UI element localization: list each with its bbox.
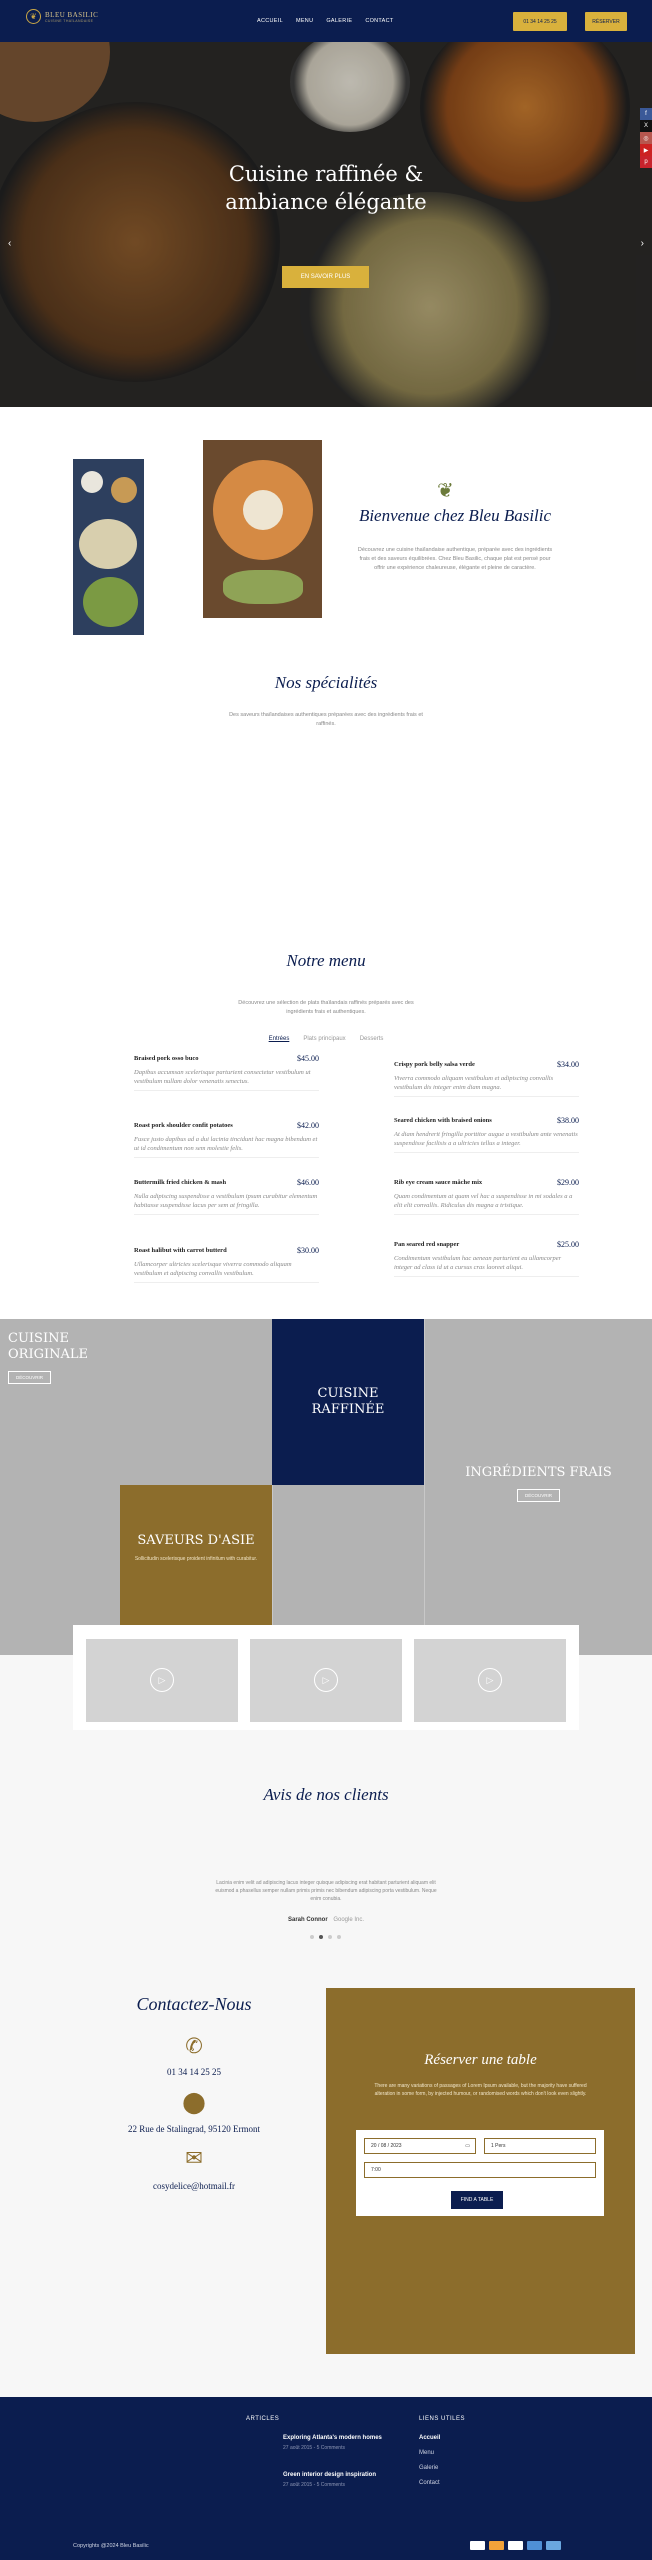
welcome-text: Découvrez une cuisine thaïlandaise authentique, préparée avec des ingrédients frais et des saveurs équilibrées. Chez Bleu Basilic, chaque plat est pensé pour offrir une expérience chaleureuse, élégante et pleine de caractère.	[357, 547, 553, 571]
envelope-icon: ✉	[185, 2147, 203, 2170]
play-icon[interactable]: ▷	[150, 1668, 174, 1692]
mastercard-icon	[489, 2541, 504, 2550]
menu-item-desc: At diam hendrerit fringilla porttitor augue a vestibulum ante venenatis suspendisse facilisis a a ultricies tellus a integer.	[394, 1130, 579, 1153]
review-source: Google Inc.	[333, 1917, 365, 1923]
play-icon[interactable]: ▷	[478, 1668, 502, 1692]
play-icon[interactable]: ▷	[314, 1668, 338, 1692]
contact-section	[0, 1970, 652, 2365]
reservation-panel	[326, 1988, 635, 2354]
menu-item-desc: Fusce justo dapibus ad a dui lacinia tincidunt hac magna bibendum et ut id condimentum non sem molestie felis.	[134, 1135, 319, 1158]
menu-item-name: Roast halibut with carrot butterd	[134, 1247, 227, 1254]
footer-links	[419, 2435, 440, 2486]
menu-item-desc: Dapibus accumsan scelerisque parturient consectetur vestibulum ut vestibulum nullam dolor venenatis senectus.	[134, 1068, 319, 1091]
brand-name: BLEU BASILIC	[45, 10, 99, 19]
phone-button[interactable]: 01 34 14 25 25	[513, 12, 567, 31]
menu-tabs	[0, 1036, 652, 1042]
footer-links-title: LIENS UTILES	[419, 2416, 466, 2422]
contact-phone[interactable]: 01 34 14 25 25	[167, 2067, 221, 2077]
review-author: Sarah Connor	[287, 1917, 328, 1923]
menu-item-desc: Ullamcorper ultricies scelerisque viverra commodo aliquam vestibulum et adipiscing convallis vestibulum.	[134, 1260, 319, 1283]
people-select[interactable]: 1 Pers	[484, 2138, 596, 2154]
discover-button[interactable]: DÉCOUVRIR	[8, 1371, 51, 1384]
gallery-tile-title: INGRÉDIENTS FRAIS	[465, 1465, 612, 1480]
pagination-dot[interactable]	[328, 1935, 332, 1939]
menu-item[interactable]	[134, 1179, 319, 1215]
tab-plats-principaux[interactable]: Plats principaux	[303, 1036, 346, 1042]
thai-dishes-photo	[73, 459, 144, 635]
article-meta: 27 août 2015 - 5 Comments	[283, 2482, 345, 2488]
reviews-section	[0, 1745, 652, 1970]
instagram-icon[interactable]: ◎	[640, 132, 652, 144]
tab-desserts[interactable]: Desserts	[359, 1036, 384, 1042]
menu-item-price: $42.00	[297, 1121, 319, 1130]
video-thumbnail[interactable]	[86, 1639, 238, 1722]
nav-item-galerie[interactable]: GALERIE	[326, 18, 353, 24]
date-input[interactable]: 20 / 08 / 2023 ▭	[364, 2138, 476, 2154]
brand-logo[interactable]	[26, 9, 98, 24]
amex-icon	[527, 2541, 542, 2550]
nav-item-accueil[interactable]: ACCUEIL	[257, 18, 283, 24]
video-strip	[73, 1625, 579, 1730]
reservation-form	[356, 2130, 604, 2216]
menu-item[interactable]	[394, 1117, 579, 1153]
paypal-icon	[508, 2541, 523, 2550]
gallery-tile-title: CUISINE ORIGINALE	[8, 1331, 88, 1362]
find-table-button[interactable]: FIND A TABLE	[451, 2191, 503, 2209]
reserve-button[interactable]: RÉSERVER	[585, 12, 627, 31]
menu-title: Notre menu	[286, 951, 366, 970]
slider-prev-arrow-icon[interactable]: ‹	[8, 238, 12, 249]
location-pin-icon: ⬤	[182, 2091, 206, 2114]
nav-item-contact[interactable]: CONTACT	[365, 18, 394, 24]
gallery-tile-saveurs-asie[interactable]	[120, 1485, 272, 1625]
pagination-dot-active[interactable]	[319, 1935, 323, 1939]
calendar-icon: ▭	[465, 2143, 470, 2149]
pagination-dot[interactable]	[310, 1935, 314, 1939]
site-footer	[0, 2397, 652, 2560]
welcome-section	[0, 407, 652, 647]
slider-next-arrow-icon[interactable]: ›	[640, 238, 644, 249]
menu-item-name: Seared chicken with braised onions	[394, 1117, 492, 1124]
menu-item[interactable]	[394, 1179, 579, 1215]
specialties-text: Des saveurs thaïlandaises authentiques préparées avec des ingrédients frais et raffinés.	[229, 712, 423, 727]
welcome-title: Bienvenue chez Bleu Basilic	[358, 506, 552, 525]
menu-item[interactable]	[134, 1247, 319, 1283]
article-title[interactable]: Exploring Atlanta's modern homes	[283, 2435, 382, 2441]
menu-item[interactable]	[394, 1061, 579, 1097]
reservation-text: There are many variations of passages of Lorem Ipsum available, but the majority have suffered alteration in some form, by injected humour, or randomised words which don't look even slightly.	[374, 2083, 587, 2097]
menu-item-name: Crispy pork belly salsa verde	[394, 1061, 475, 1068]
menu-item-desc: Viverra commodo aliquam vestibulum et adipiscing convallis vestibulum dis integer enim diam magna.	[394, 1074, 579, 1097]
article-meta: 27 août 2015 - 5 Comments	[283, 2445, 345, 2451]
gallery-tile-ingredients-frais[interactable]	[424, 1319, 652, 1655]
main-nav	[257, 18, 394, 24]
facebook-icon[interactable]: f	[640, 108, 652, 120]
gallery-tile-cuisine-raffinee[interactable]	[272, 1319, 424, 1485]
menu-section	[0, 877, 652, 1319]
phone-icon: ✆	[185, 2035, 203, 2058]
spring-rolls-photo	[203, 440, 322, 618]
footer-articles-title: ARTICLES	[246, 2416, 280, 2422]
footer-link-accueil[interactable]: Accueil	[419, 2435, 441, 2441]
gallery-section	[0, 1319, 652, 1655]
specialties-section	[0, 647, 652, 877]
footer-article[interactable]	[283, 2435, 382, 2451]
hero-slider	[0, 42, 652, 407]
copyright: Copyrights @2024 Bleu Basilic	[73, 2543, 149, 2549]
tab-entrees[interactable]: Entrées	[268, 1036, 290, 1042]
reviews-title: Avis de nos clients	[263, 1785, 389, 1804]
menu-item-name: Braised pork osso buco	[134, 1055, 199, 1062]
youtube-icon[interactable]: ▶	[640, 144, 652, 156]
discover-button[interactable]: DÉCOUVRIR	[517, 1489, 560, 1502]
menu-item-desc: Quam condimentum at quam vel hac a suspendisse in mi sodales a a elit elit convallis. Ridiculus dis magna a tristique.	[394, 1192, 579, 1215]
footer-link-menu[interactable]: Menu	[419, 2450, 435, 2456]
menu-text: Découvrez une sélection de plats thaïlandais raffinés préparés avec des ingrédients frais et authentiques.	[238, 1000, 414, 1015]
menu-item-name: Rib eye cream sauce mâche mix	[394, 1179, 483, 1186]
contact-address: 22 Rue de Stalingrad, 95120 Ermont	[128, 2124, 260, 2134]
time-select[interactable]: 7:00	[364, 2162, 596, 2178]
menu-item-name: Buttermilk fried chicken & mash	[134, 1179, 227, 1186]
pinterest-icon[interactable]: p	[640, 156, 652, 168]
video-thumbnail[interactable]	[414, 1639, 566, 1722]
learn-more-button[interactable]: EN SAVOIR PLUS	[282, 266, 369, 288]
footer-article[interactable]	[283, 2472, 376, 2488]
review-pagination	[310, 1935, 341, 1939]
menu-item-desc: Nulla adipiscing suspendisse a vestibulum ipsum curabitur elementum habitasse suspendisse lacus per sem at fringilla.	[134, 1192, 319, 1215]
review-quote: Lacinia enim velit ad adipiscing lacus integer quisque adipiscing erat habitant parturient aliquam elit euismod a phasellus semper nullam primis primis nec bibendum adipiscing porta vestibulum. Neque enim conubia.	[215, 1880, 437, 1902]
menu-item-name: Roast pork shoulder confit potatoes	[134, 1122, 233, 1129]
article-title[interactable]: Green interior design inspiration	[283, 2472, 377, 2478]
menu-item-price: $30.00	[297, 1246, 319, 1255]
video-thumbnail[interactable]	[250, 1639, 402, 1722]
brand-subtitle: CUISINE THAÏLANDAISE	[45, 18, 94, 23]
twitter-icon[interactable]: X	[640, 120, 652, 132]
menu-item[interactable]	[394, 1241, 579, 1277]
site-header	[0, 0, 652, 42]
menu-item-price: $25.00	[557, 1240, 579, 1249]
nav-item-menu[interactable]: MENU	[295, 18, 314, 24]
hero-title: Cuisine raffinée & ambiance élégante	[225, 162, 427, 214]
footer-link-galerie[interactable]: Galerie	[419, 2465, 439, 2471]
menu-item-price: $46.00	[297, 1178, 319, 1187]
contact-email[interactable]: cosydelice@hotmail.fr	[152, 2181, 235, 2191]
menu-item-price: $45.00	[297, 1054, 319, 1063]
review-author-line	[0, 1917, 652, 1923]
gallery-tile-cuisine-originale[interactable]	[0, 1319, 272, 1485]
menu-item-price: $34.00	[557, 1060, 579, 1069]
basil-leaf-icon: ❦	[26, 9, 41, 24]
menu-item[interactable]	[134, 1055, 319, 1091]
gallery-tile-title: SAVEURS D'ASIE	[137, 1533, 255, 1548]
contact-title: Contactez-Nous	[136, 1994, 252, 2014]
footer-link-contact[interactable]: Contact	[419, 2480, 440, 2486]
specialties-title: Nos spécialités	[274, 673, 378, 692]
gallery-tile-text: Sollicitudin scelerisque proident infinitum with curabitur.	[134, 1556, 258, 1562]
card-icon	[546, 2541, 561, 2550]
visa-icon	[470, 2541, 485, 2550]
menu-item-price: $29.00	[557, 1178, 579, 1187]
basil-leaves-icon: ❦	[437, 480, 454, 502]
reservation-title: Réserver une table	[424, 2052, 537, 2068]
pagination-dot[interactable]	[337, 1935, 341, 1939]
menu-item-name: Pan seared red snapper	[394, 1241, 460, 1248]
menu-item-price: $38.00	[557, 1116, 579, 1125]
menu-item[interactable]	[134, 1122, 319, 1158]
gallery-tile-title: CUISINE RAFFINÉE	[311, 1386, 385, 1417]
menu-item-desc: Condimentum vestibulum hac aenean parturient eu ullamcorper integer ad class id ut a cursus cras laoreet aliqui.	[394, 1254, 579, 1277]
